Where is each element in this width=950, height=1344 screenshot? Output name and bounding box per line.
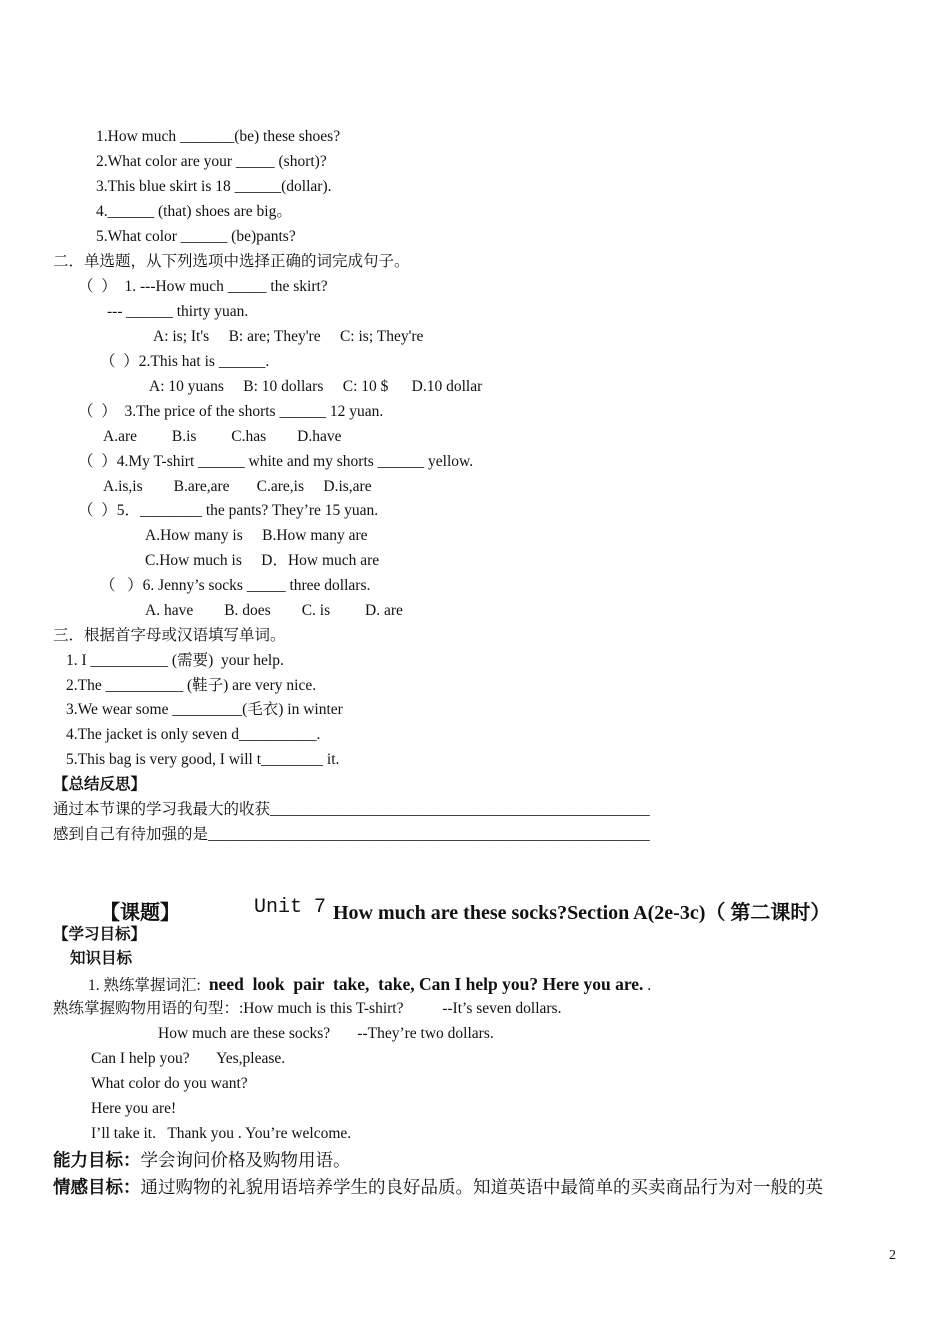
options-line: A.is,is B.are,are C.are,is D.is,are	[103, 478, 372, 495]
question-line: （ ）4.My T-shirt ______ white and my shorts ______ yellow.	[78, 453, 474, 470]
lesson-title: How much are these socks?Section A(2e-3c)（ 第二课时）	[333, 902, 831, 924]
phrase-line: 熟练掌握购物用语的句型：:How much is this T-shirt? --It’s seven dollars.	[53, 1000, 562, 1017]
vocab-line	[88, 974, 651, 996]
question-line: （ ） 3.The price of the shorts ______ 12 yuan.	[78, 403, 384, 420]
options-line: A.How many is B.How many are	[145, 527, 368, 544]
exercise-line: 1.How much _______(be) these shoes?	[96, 128, 341, 145]
summary-line: 通过本节课的学习我最大的收获_________________________________________________	[53, 801, 650, 818]
section-heading: 三．根据首字母或汉语填写单词。	[53, 627, 286, 644]
summary-line: 感到自己有待加强的是_________________________________________________________	[53, 826, 650, 843]
emotion-label: 情感目标：	[53, 1177, 141, 1197]
question-line: --- ______ thirty yuan.	[107, 303, 249, 320]
question-line: （ ）6. Jenny’s socks _____ three dollars.	[100, 577, 371, 594]
fill-line: 3.We wear some _________(毛衣) in winter	[66, 701, 343, 718]
summary-heading: 【总结反思】	[53, 776, 147, 793]
ability-text: 学会询问价格及购物用语。	[140, 1150, 351, 1170]
exercise-line: 3.This blue skirt is 18 ______(dollar).	[96, 178, 332, 195]
phrase-line: Can I help you? Yes,please.	[91, 1050, 286, 1067]
ability-label: 能力目标：	[53, 1150, 141, 1170]
emotion-objective	[53, 1177, 823, 1197]
phrase-line: I’ll take it. Thank you . You’re welcome.	[91, 1125, 352, 1142]
vocab-prefix: 1. 熟练掌握词汇:	[88, 977, 201, 994]
objectives-heading: 【学习目标】	[53, 926, 147, 943]
fill-line: 5.This bag is very good, I will t________ it.	[66, 751, 340, 768]
fill-line: 2.The __________ (鞋子) are very nice.	[66, 677, 317, 694]
fill-line: 4.The jacket is only seven d__________.	[66, 726, 321, 743]
exercise-line: 2.What color are your _____ (short)?	[96, 153, 327, 170]
question-line: （ ） 1. ---How much _____ the skirt?	[78, 278, 328, 295]
vocab-words: need look pair take, take, Can I help you? Here you are.	[208, 974, 644, 994]
options-line: A. have B. does C. is D. are	[145, 602, 403, 619]
phrase-line: How much are these socks? --They’re two dollars.	[158, 1025, 494, 1042]
vocab-suffix: .	[643, 977, 652, 994]
options-line: A: 10 yuans B: 10 dollars C: 10 $ D.10 dollar	[149, 378, 483, 395]
options-line: C.How much is D．How much are	[145, 552, 380, 569]
options-line: A: is; It's B: are; They're C: is; They're	[153, 328, 424, 345]
exercise-line: 4.______ (that) shoes are big。	[96, 203, 292, 220]
options-line: A.are B.is C.has D.have	[103, 428, 342, 445]
section-heading: 二．单选题，从下列选项中选择正确的词完成句子。	[53, 253, 410, 270]
question-line: （ ）2.This hat is ______.	[100, 353, 270, 370]
lesson-label: 【课题】	[100, 902, 180, 924]
fill-line: 1. I __________ (需要) your help.	[66, 652, 284, 669]
phrase-line: What color do you want?	[91, 1075, 248, 1092]
knowledge-heading: 知识目标	[70, 950, 133, 967]
emotion-text: 通过购物的礼貌用语培养学生的良好品质。知道英语中最简单的买卖商品行为对一般的英	[140, 1177, 823, 1197]
exercise-line: 5.What color ______ (be)pants?	[96, 228, 296, 245]
page-number: 2	[889, 1248, 896, 1263]
ability-objective	[53, 1150, 351, 1170]
phrase-line: Here you are!	[91, 1100, 177, 1117]
question-line: （ ）5．________ the pants? They’re 15 yuan.	[78, 502, 379, 519]
lesson-unit: Unit 7	[254, 896, 327, 919]
